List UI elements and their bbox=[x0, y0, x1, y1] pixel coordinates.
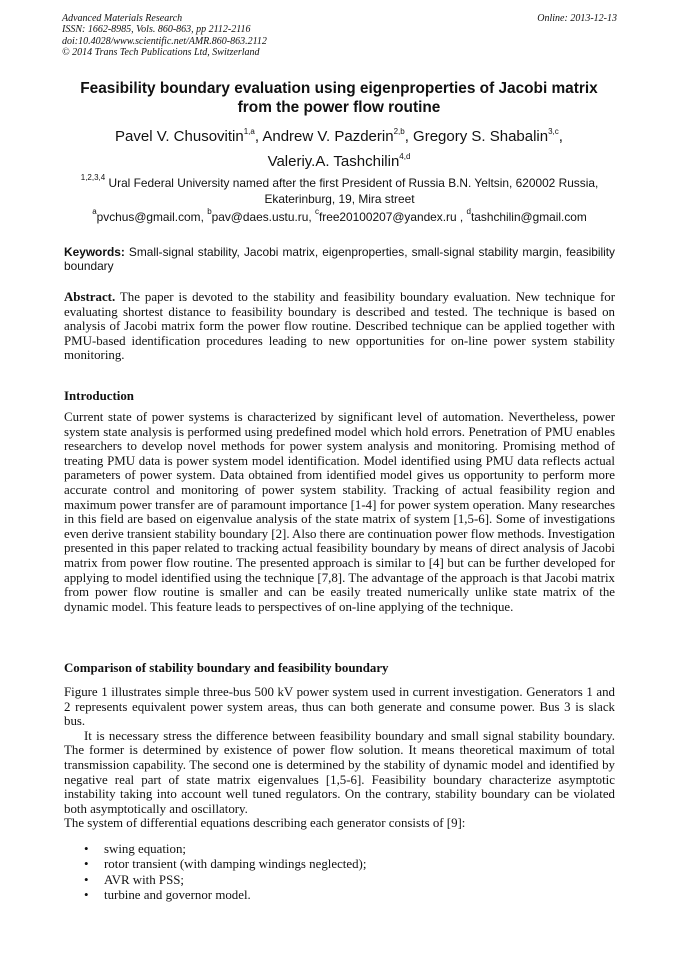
author-name: Valeriy.A. Tashchilin bbox=[267, 153, 400, 170]
paragraph: The system of differential equations describing each generator consists of [9]: bbox=[64, 816, 466, 831]
title-line-2: from the power flow routine bbox=[237, 98, 441, 116]
email-sup: a bbox=[92, 207, 97, 216]
list-item-text: swing equation; bbox=[104, 842, 186, 856]
comparison-section bbox=[64, 685, 615, 831]
introduction-heading: Introduction bbox=[64, 389, 134, 403]
email-link[interactable]: tashchilin@gmail.com bbox=[470, 210, 587, 224]
affiliation-line-2: Ekaterinburg, 19, Mira street bbox=[264, 192, 415, 206]
issn-line: ISSN: 1662-8985, Vols. 860-863, pp 2112-2116 bbox=[62, 24, 251, 36]
list-item bbox=[64, 888, 615, 903]
list-item-text: rotor transient (with damping windings neglected); bbox=[104, 857, 367, 872]
copyright-line: © 2014 Trans Tech Publications Ltd, Switzerland bbox=[62, 47, 260, 59]
bullet-icon: • bbox=[84, 872, 89, 887]
bullet-list bbox=[64, 842, 615, 904]
paragraph: Figure 1 illustrates simple three-bus 500 kV power system used in current investigation. Generators 1 and 2 represents equivalent power system areas, thus can both generate and consume power. Bus 3 is slack bus. bbox=[64, 685, 615, 729]
list-item-text: AVR with PSS; bbox=[104, 872, 185, 887]
author-sup: 1,a bbox=[243, 127, 255, 136]
bullet-icon: • bbox=[84, 857, 89, 872]
bullet-icon: • bbox=[84, 842, 89, 856]
abstract-text: The paper is devoted to the stability and feasibility boundary evaluation. New technique for evaluating shortest distance to feasibility boundary is described and tested. The technique is based on analysis of Jacobi matrix form the power flow routine. Described technique can be applied together with PMU-based identification procedures leading to new opportunities for on-line power system stability monitoring. bbox=[64, 290, 615, 363]
list-item bbox=[64, 873, 615, 888]
affiliation-line-1 bbox=[62, 175, 617, 191]
list-item-text: turbine and governor model. bbox=[104, 888, 251, 903]
email-link[interactable]: pvchus@gmail.com, bbox=[96, 210, 208, 224]
author-list bbox=[40, 124, 638, 174]
keywords-label: Keywords: bbox=[64, 245, 125, 259]
email-link[interactable]: free20100207@yandex.ru , bbox=[318, 210, 467, 224]
bullet-icon: • bbox=[84, 888, 89, 903]
author-sup: 2,b bbox=[393, 127, 405, 136]
title-line-1: Feasibility boundary evaluation using eigenproperties of Jacobi matrix bbox=[80, 80, 598, 97]
email-list bbox=[62, 209, 617, 225]
keywords-text: Small-signal stability, Jacobi matrix, eigenproperties, small-signal stability margin, feasibility boundary bbox=[64, 245, 615, 274]
email-sup: d bbox=[466, 207, 471, 216]
comparison-heading: Comparison of stability boundary and feasibility boundary bbox=[64, 661, 389, 675]
author-name: Gregory S. Shabalin bbox=[413, 128, 549, 145]
author-sup: 3,c bbox=[548, 127, 559, 136]
author-name: Andrew V. Pazderin bbox=[262, 128, 394, 145]
journal-header bbox=[62, 13, 617, 59]
list-item bbox=[64, 857, 615, 872]
affiliation bbox=[62, 175, 617, 207]
online-date: Online: 2013-12-13 bbox=[537, 13, 617, 24]
authors-line-1: Pavel V. Chusovitin$^{1,a}$, Andrew V. Pazderin$^{2,b}$, Gregory S. Shabalin$^{3,c}$, bbox=[115, 127, 563, 145]
email-sup: b bbox=[207, 207, 212, 216]
author-name: Pavel V. Chusovitin bbox=[115, 128, 244, 145]
abstract bbox=[64, 290, 615, 363]
introduction-text: Current state of power systems is characterized by significant level of automation. Nevertheless, power system state analysis is performed using predefined model which hold errors. Penetration of PMU enables researchers to develop novel methods for power system analysis and monitoring. Promising method of treating PMU data is power system model identification. Model identified using PMU data reflects actual parameters of power system. Data obtained from identified model gives us opportunity to perform more accurate control and monitoring of power system stability. Tracking of actual feasibility region and maximum power transfer are of paramount importance [1-4] for power system operation. Many researches in this field are based on eigenvalue analysis of the state matrix of system [1,5-6]. Some of investigations even derive transient stability boundary [2]. Also there are continuation power flow methods. Investigation presented in this paper related to tracking actual feasibility boundary by means of direct analysis of Jacobi matrix from power flow routine. The presented approach is similar to [4] but can be further developed for applying to model identified using the technique [7,8]. The advantage of the approach is that Jacobi matrix from power flow routine is smaller and can be easily treated numerically unlike state matrix of the dynamic model. This feature leads to perspectives of on-line applying of the technique. bbox=[64, 410, 615, 614]
keywords bbox=[64, 245, 615, 274]
abstract-label: Abstract. bbox=[64, 290, 116, 304]
email-link[interactable]: pav@daes.ustu.ru, bbox=[211, 210, 315, 224]
doi-line: doi:10.4028/www.scientific.net/AMR.860-863.2112 bbox=[62, 35, 267, 47]
affiliation-text: Ural Federal University named after the first President of Russia B.N. Yeltsin, 620002 Russia, bbox=[105, 176, 599, 190]
authors-line-2 bbox=[40, 149, 638, 174]
author-sup: 4,d bbox=[399, 152, 411, 161]
journal-name: Advanced Materials Research bbox=[62, 13, 183, 24]
list-item bbox=[64, 842, 615, 857]
email-sup: c bbox=[314, 207, 319, 216]
paragraph: It is necessary stress the difference between feasibility boundary and small signal stability boundary. The former is determined by existence of power flow solution. It means theoretical maximum of total transmission capability. The second one is determined by the stability of dynamic model and identified by negative real part of state matrix eigenvalues [1,5-6]. Feasibility boundary characterize asymptotic instability taking into account well tuned regulators. On the contrary, stability boundary can be violated both asymptotically and oscillatory. bbox=[64, 728, 615, 816]
paper-title bbox=[40, 80, 638, 117]
affiliation-sup: 1,2,3,4 bbox=[80, 173, 106, 182]
